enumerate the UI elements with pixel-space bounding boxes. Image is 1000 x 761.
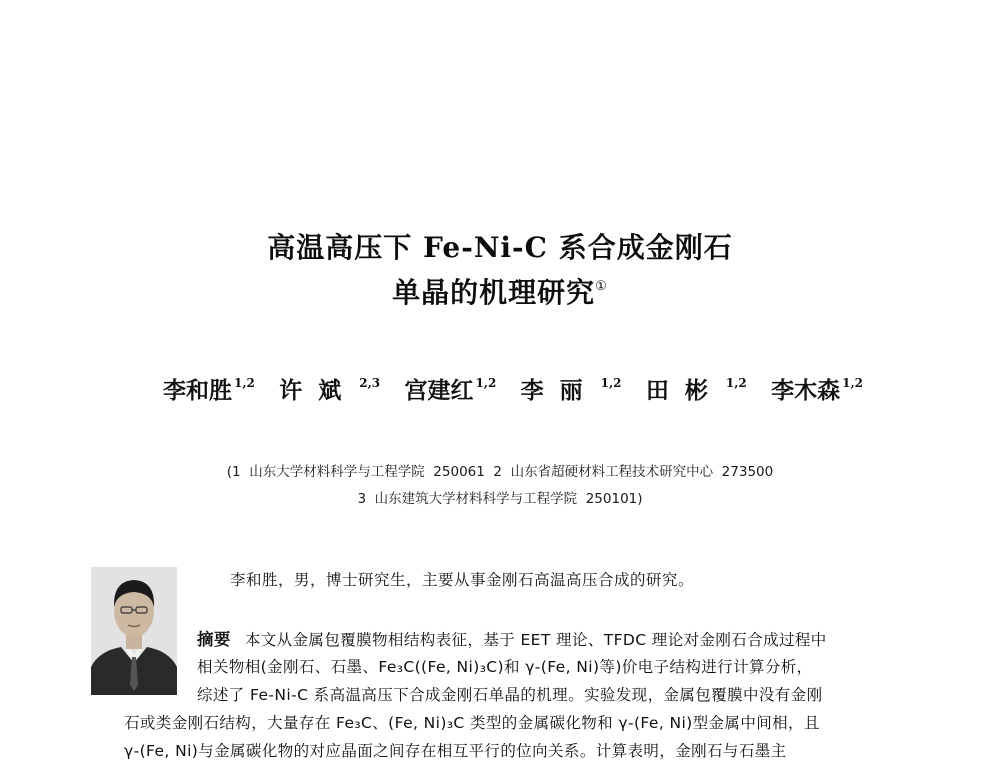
author-name: 田彬 bbox=[645, 377, 724, 404]
author-affiliation-mark: 1,2 bbox=[725, 376, 747, 390]
abstract-text: 本文从金属包覆膜物相结构表征，基于 EET 理论、TFDC 理论对金刚石合成过程中 bbox=[244, 631, 827, 649]
paper-title-text-2: 单晶的机理研究 bbox=[392, 276, 596, 309]
abstract-line-3: 综述了 Fe-Ni-C 系高温高压下合成金刚石单晶的机理。实验发现，金属包覆膜中没有金刚 bbox=[197, 686, 823, 704]
author bbox=[521, 372, 622, 405]
author-name: 宫建红 bbox=[404, 377, 474, 404]
author bbox=[404, 372, 496, 405]
author bbox=[163, 372, 255, 405]
author-affiliation-mark: 1,2 bbox=[234, 376, 255, 390]
abstract-label: 摘要 bbox=[197, 630, 231, 649]
paper-title-text-1: 高温高压下 Fe-Ni-C 系合成金刚石 bbox=[267, 231, 733, 264]
author-name: 许斌 bbox=[279, 377, 358, 404]
author bbox=[279, 372, 380, 405]
title-footnote-mark: ① bbox=[595, 279, 608, 294]
paper-title-line-1 bbox=[0, 226, 1000, 266]
author bbox=[646, 372, 747, 405]
author-bio: 李和胜，男，博士研究生，主要从事金刚石高温高压合成的研究。 bbox=[230, 571, 695, 589]
author-portrait-image bbox=[91, 567, 177, 695]
affiliation-line-1: (1 山东大学材料科学与工程学院 250061 2 山东省超硬材料工程技术研究中心 273500 bbox=[226, 464, 774, 480]
paper-title-line-2 bbox=[0, 271, 1000, 311]
author-list bbox=[163, 372, 863, 405]
abstract-line-2: 相关物相(金刚石、石墨、Fe₃C((Fe, Ni)₃C)和 γ-(Fe, Ni)等)价电子结构进行计算分析， bbox=[197, 658, 813, 676]
affiliation-line-2: 3 山东建筑大学材料科学与工程学院 250101) bbox=[357, 491, 643, 507]
author-name: 李丽 bbox=[520, 377, 599, 404]
author-name: 李木森 bbox=[771, 377, 841, 404]
author-affiliation-mark: 1,2 bbox=[600, 376, 622, 390]
author-name: 李和胜 bbox=[163, 377, 232, 404]
author-affiliation-mark: 1,2 bbox=[842, 376, 863, 390]
author-photo bbox=[91, 567, 177, 695]
author-affiliation-mark: 2,3 bbox=[359, 376, 381, 390]
author-affiliation-mark: 1,2 bbox=[475, 376, 497, 390]
abstract-line-5: γ-(Fe, Ni)与金属碳化物的对应晶面之间存在相互平行的位向关系。计算表明，金刚石与石墨主 bbox=[124, 742, 787, 760]
author bbox=[771, 372, 863, 405]
abstract-line-1 bbox=[197, 626, 827, 650]
abstract-line-4: 石或类金刚石结构，大量存在 Fe₃C、(Fe, Ni)₃C 类型的金属碳化物和 γ-(Fe, Ni)型金属中间相，且 bbox=[124, 714, 820, 732]
